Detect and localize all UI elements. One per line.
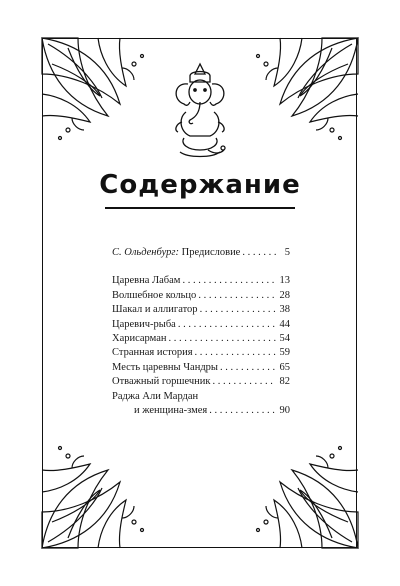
- toc-leader-dots: [169, 332, 276, 346]
- toc-entry-title-continued: и женщина-змея: [134, 405, 208, 417]
- toc-spacer: [112, 260, 290, 274]
- toc-leader-dots: [220, 361, 276, 375]
- toc-page-number: 13: [279, 275, 290, 287]
- toc-entry-line2: [112, 404, 290, 418]
- toc-page-number: 65: [279, 361, 290, 373]
- toc-preface-label: [112, 246, 240, 260]
- toc-entry: [112, 318, 290, 332]
- toc-entry-title: Шакал и аллигатор: [112, 304, 198, 316]
- toc-entry: [112, 332, 290, 346]
- toc-leader-dots: [195, 346, 276, 360]
- toc-page-number: 54: [279, 333, 290, 345]
- toc-entry-line1: [112, 390, 290, 404]
- toc-page-number: 38: [279, 304, 290, 316]
- toc-page-number: 44: [279, 318, 290, 330]
- mandala-corner-ornament: [242, 432, 362, 552]
- preface-title: Предисловие: [181, 247, 241, 258]
- page-title: Содержание: [99, 170, 301, 200]
- toc-preface: [112, 246, 290, 260]
- toc-entry: [112, 274, 290, 288]
- toc-entry: [112, 289, 290, 303]
- toc-entry: [112, 361, 290, 375]
- mandala-corner-ornament: [242, 34, 362, 154]
- table-of-contents: [112, 246, 290, 418]
- toc-entry: [112, 346, 290, 360]
- toc-entry-title: Царевна Лабам: [112, 275, 181, 287]
- toc-leader-dots: [198, 289, 276, 303]
- mandala-corner-ornament: [38, 432, 158, 552]
- preface-author: С. Ольденбург:: [112, 247, 180, 258]
- toc-entry: [112, 375, 290, 389]
- toc-leader-dots: [200, 303, 276, 317]
- toc-entry-title: Харисарман: [112, 333, 167, 345]
- toc-entry: [112, 303, 290, 317]
- toc-entry-title: Странная история: [112, 347, 193, 359]
- toc-entry-title: Отважный горшечник: [112, 376, 211, 388]
- toc-leader-dots: [242, 246, 276, 260]
- toc-leader-dots: [212, 375, 276, 389]
- toc-leader-dots: [178, 318, 276, 332]
- toc-leader-dots: [182, 274, 276, 288]
- toc-page-number: 90: [279, 405, 290, 417]
- toc-page-number: 5: [284, 247, 290, 258]
- toc-leader-dots: [209, 404, 276, 418]
- toc-entry-title: Месть царевны Чандры: [112, 361, 218, 373]
- ganesha-emblem: [168, 62, 232, 162]
- toc-entry-title: Волшебное кольцо: [112, 289, 197, 301]
- toc-entry-title: Раджа Али Мардан: [112, 390, 199, 402]
- title-underline: [105, 207, 295, 209]
- toc-page-number: 28: [279, 289, 290, 301]
- toc-page-number: 59: [279, 347, 290, 359]
- mandala-corner-ornament: [38, 34, 158, 154]
- toc-entry-title: Царевич-рыба: [112, 318, 176, 330]
- toc-page-number: 82: [279, 376, 290, 388]
